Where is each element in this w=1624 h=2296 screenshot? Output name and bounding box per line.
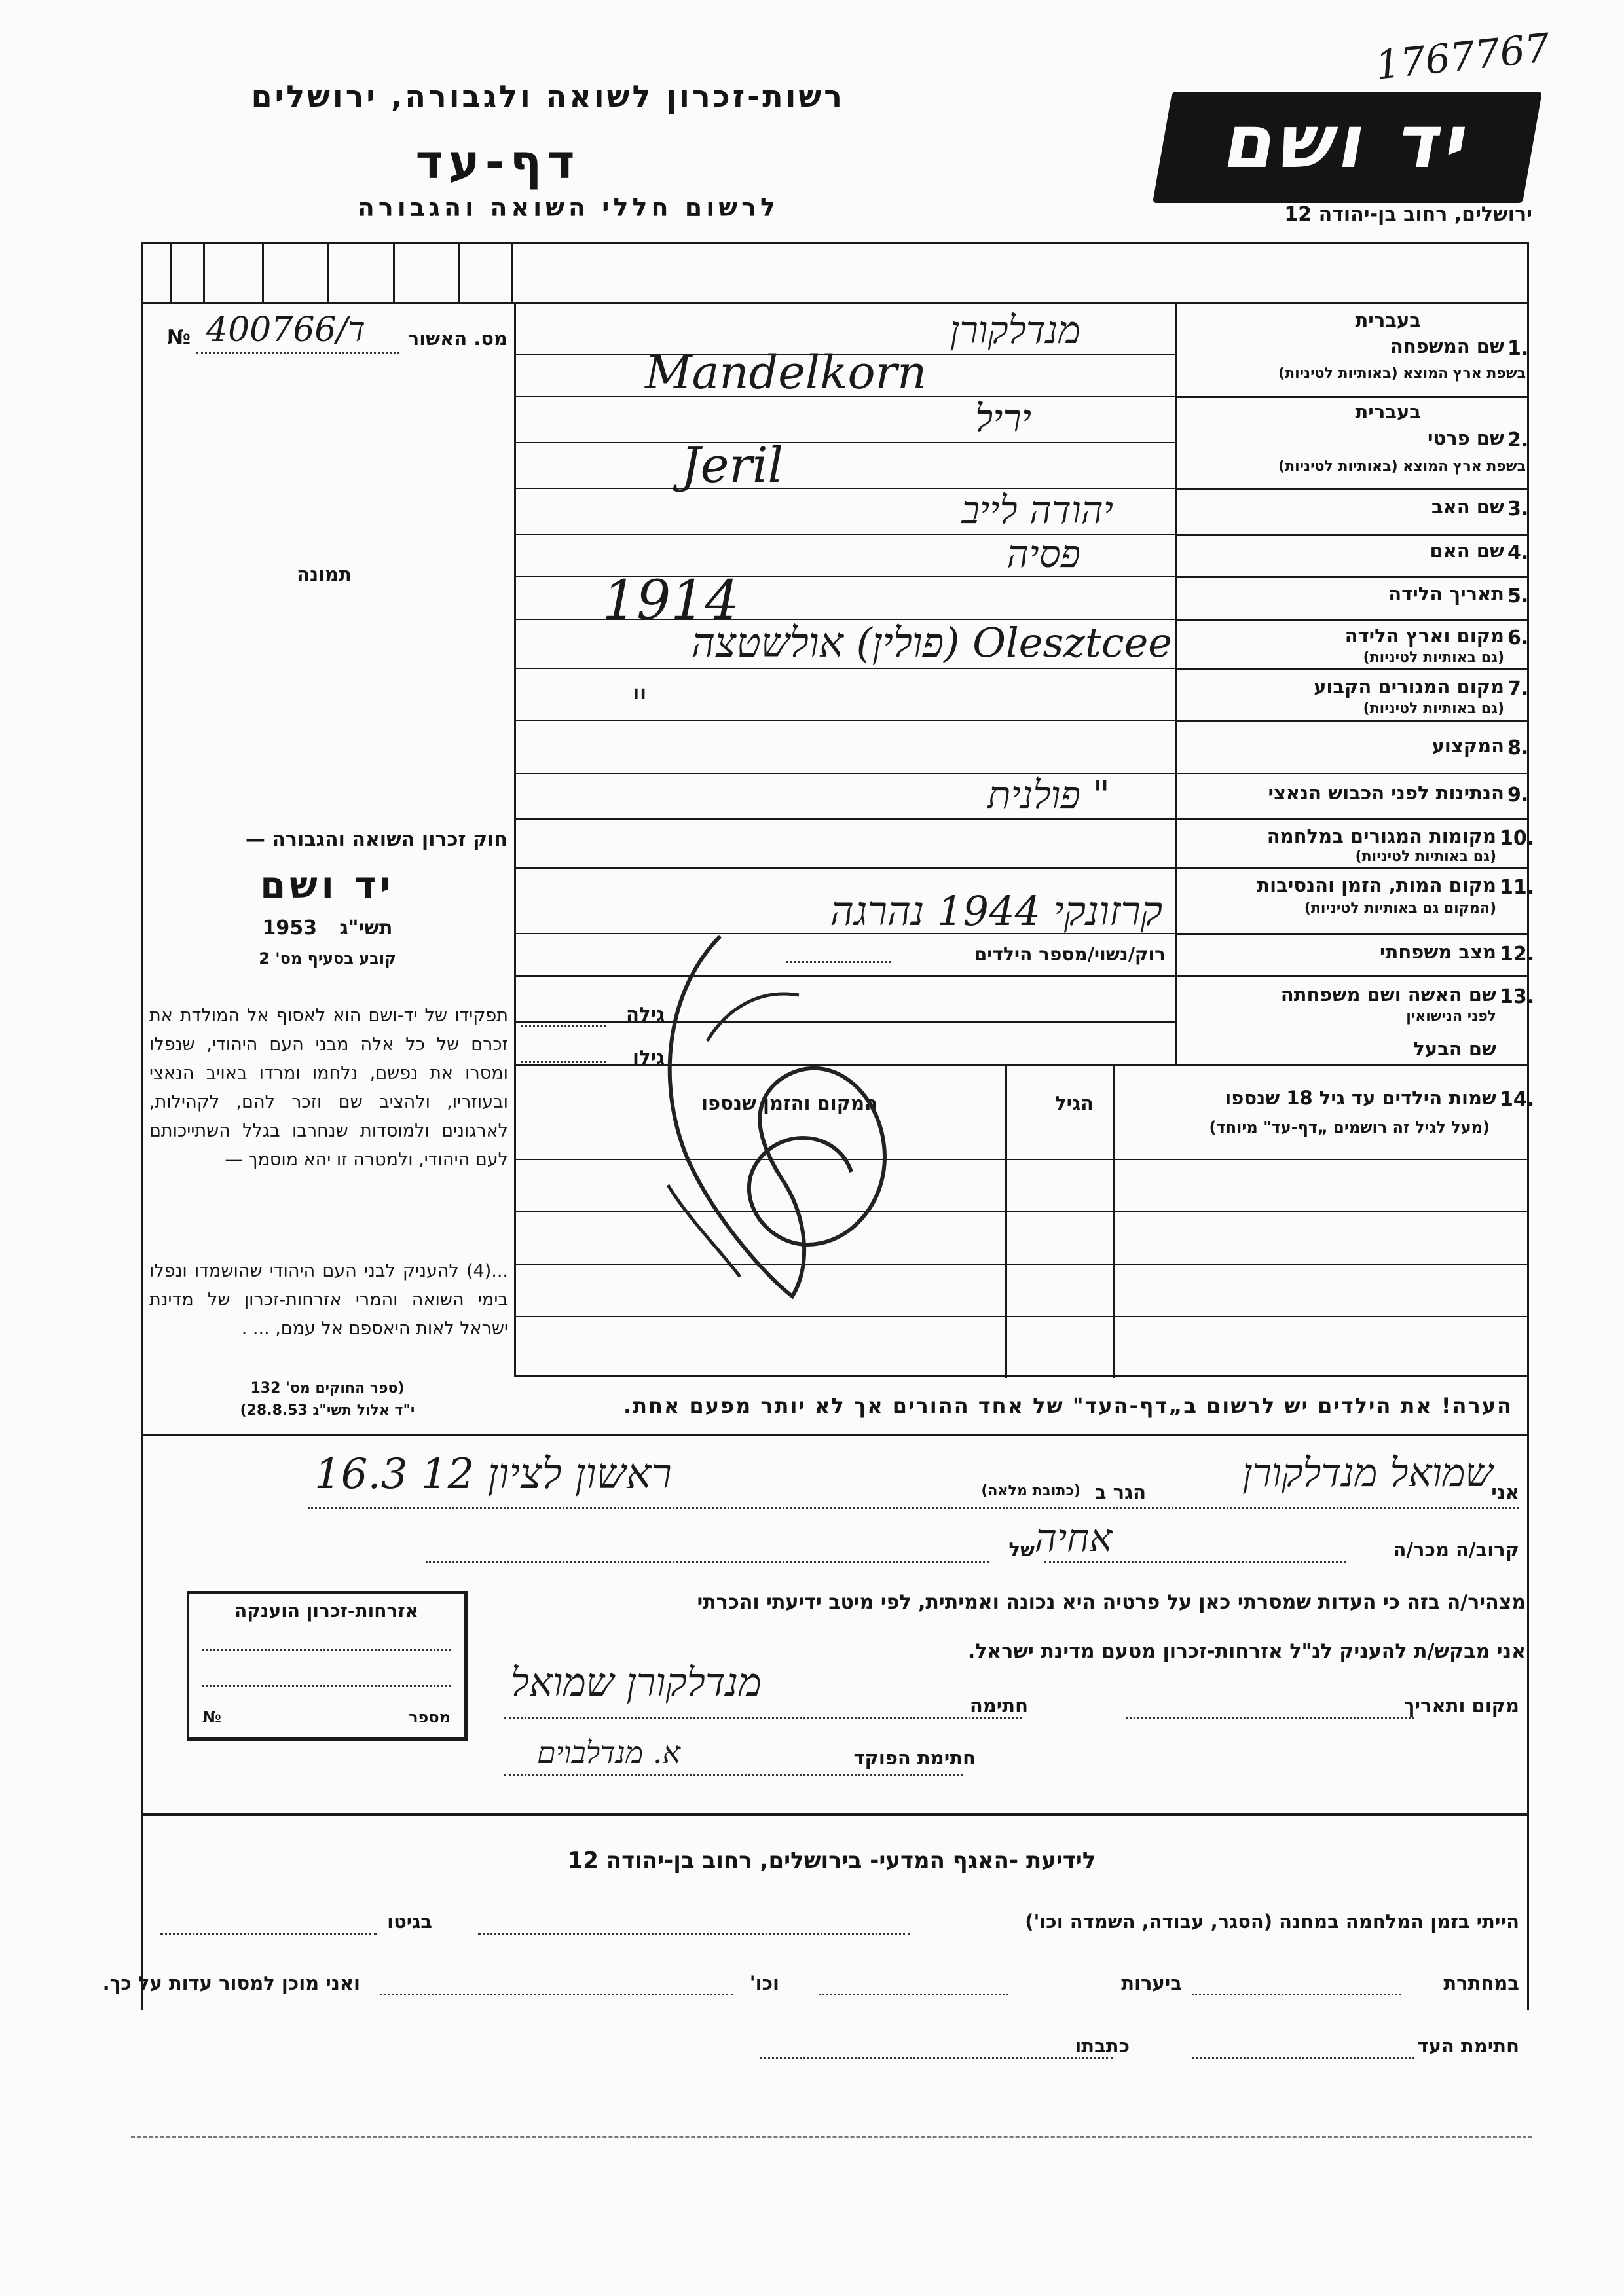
lives-label: הגר ב	[1094, 1481, 1146, 1503]
cancellation-scribble	[629, 910, 930, 1316]
of-label: של	[1008, 1539, 1035, 1561]
field-1-number: 1.	[1507, 337, 1529, 360]
strip-divider	[393, 242, 395, 302]
col-age-header: הגיל	[1055, 1092, 1094, 1114]
citizenship-box	[187, 1591, 468, 1741]
bottom-title: לידיעת -האגף המדעי- בירושלים, רחוב בן-יהודה 12	[567, 1848, 1096, 1874]
field-10-label: מקומות המגורים במלחמה	[1266, 825, 1496, 847]
note-bottom	[141, 1434, 1529, 1436]
receipt-label: מס. האשור	[407, 327, 507, 350]
of-line	[426, 1561, 989, 1563]
etc-line	[380, 1994, 733, 1995]
field-2-sub: בשפת ארץ המוצא (באותיות לטיניות)	[1278, 458, 1526, 475]
field-7-number: 7.	[1507, 678, 1529, 701]
row-line	[1175, 867, 1529, 869]
citizenship-number-symbol: №	[202, 1708, 221, 1726]
form-title: דף-עד	[415, 134, 580, 189]
relation-line	[1044, 1561, 1346, 1563]
value-line	[514, 442, 1175, 443]
row-line	[1175, 720, 1529, 722]
field-3-label: שם האב	[1431, 496, 1504, 518]
declaration-statement: מצהיר/ה בזה כי העדות שמסרתי כאן על פרטיה היא נכונה ואמיתית, לפי מיטב ידיעתי והכרתי	[697, 1591, 1526, 1614]
relation-value: אחיה	[1035, 1516, 1113, 1560]
willing-label: ואני מוכן למסור עדות על כך.	[102, 1972, 360, 1994]
husband-age-line	[521, 1061, 606, 1063]
cut-line	[131, 2136, 1532, 2138]
mother-name: פסיה	[1006, 532, 1080, 576]
law-clause: קובע בסעיף מס' 2	[259, 949, 396, 968]
father-name: יהודה לייב	[961, 488, 1113, 532]
field-9-number: 9.	[1507, 784, 1529, 807]
address-hint: (כתובת מלאה)	[981, 1483, 1080, 1499]
law-year-number: 1953	[262, 917, 317, 939]
row-line	[1175, 396, 1529, 398]
signature-label: חתימה	[969, 1694, 1028, 1717]
field-6-sub: (גם באותיות לטיניות)	[1363, 649, 1504, 666]
residence: "	[631, 681, 648, 725]
value-line	[514, 867, 1175, 869]
frame-top	[141, 242, 1529, 244]
citizenship-number-label: מספר	[409, 1708, 451, 1726]
table-col	[1113, 1064, 1115, 1378]
forests-line	[819, 1994, 1008, 1995]
citizenship-line	[202, 1685, 451, 1687]
logo-text: יד ושם	[1217, 100, 1479, 185]
field-9-label: הנתינות לפני הכבוש הנאצי	[1268, 782, 1504, 804]
strip-divider	[458, 242, 460, 302]
yad-vashem-logo	[1153, 92, 1542, 203]
law-paragraph-2: ...(4) להעניק לבני העם היהודי שהושמדו ונפלו בימי השואה והמרי אזרחות-זכרון של מדינת ישראל לאות היאספם אל עמם, ... .	[149, 1261, 508, 1339]
husband-age-label: גילו	[633, 1046, 665, 1068]
photo-label: תמונה	[297, 563, 352, 585]
clerk-line	[504, 1774, 963, 1776]
underground-line	[1192, 1994, 1401, 1995]
birth-date: 1914	[602, 570, 739, 632]
field-14-label: שמות הילדים עד גיל 18 שנספו	[1225, 1087, 1496, 1109]
forests-label: ביערות	[1121, 1972, 1182, 1994]
camp-label: הייתי בזמן המלחמה במחנה (הסגר, עבודה, השמדה וכו')	[1025, 1910, 1519, 1933]
relation-label: קרוב/ה מכר/ה	[1393, 1539, 1519, 1561]
table-row	[514, 1316, 1529, 1317]
clerk-signature: א. מנדלבוים	[537, 1735, 681, 1770]
field-2-heb-tag: בעברית	[1355, 401, 1421, 423]
strip-divider	[511, 242, 513, 302]
label-column-border	[1175, 302, 1177, 1065]
citizenship-line	[202, 1649, 451, 1651]
address-line	[308, 1507, 1519, 1509]
field-5-label: תאריך הלידה	[1388, 583, 1504, 605]
row-line	[1175, 668, 1529, 670]
first-name-latin: Jeril	[681, 437, 784, 494]
law-name: יד ושם	[260, 864, 395, 907]
receipt-field	[167, 310, 507, 354]
field-7-sub: (גם באותיות לטיניות)	[1363, 701, 1504, 717]
note: הערה! את הילדים יש לרשום ב„דף-העד" של אחד ההורים אך לא יותר מפעם אחת.	[623, 1393, 1513, 1418]
place-date-line	[1126, 1717, 1414, 1719]
death-place: קרזונקי 1944 נהרגה	[830, 887, 1162, 935]
field-3-number: 3.	[1507, 498, 1529, 520]
nationality: " פולנית	[987, 773, 1110, 817]
value-line	[514, 668, 1175, 669]
law-year-hebrew: תשי"ג	[339, 917, 393, 939]
archive-number: 1767767	[1373, 25, 1553, 89]
field-12-label: מצב משפחתי	[1379, 941, 1496, 963]
declarant-signature: מנדלקורן שמואל	[511, 1660, 762, 1705]
left-column-border	[514, 302, 516, 1376]
row-line	[1175, 619, 1529, 621]
strip-divider	[262, 242, 264, 302]
field-4-number: 4.	[1507, 541, 1529, 564]
law-paragraph: תפקידו של יד-ושם הוא לאסוף אל המולדת את זכרם של כל אלה מבני העם היהודי, שנפלו ומסרו את נפשם, נלחמו ומרדו באויב הנאצי ובעוזריו, ולהציב שם וזכר להם, לקהילות, לארגונים ולמוסדות שנחרבו בגלל השתייכותם לעם היהודי, ולמטרה זו יהא מוסמך —	[149, 1006, 508, 1170]
row-line	[1175, 534, 1529, 536]
husband-label: שם הבעל	[1413, 1038, 1496, 1060]
strip-divider	[203, 242, 205, 302]
witness-signature-line	[1192, 2057, 1414, 2059]
field-10-number: 10.	[1500, 827, 1535, 850]
law-source: (ספר החוקים מס' 132	[250, 1380, 405, 1396]
value-line	[514, 720, 1175, 721]
frame-left	[141, 242, 143, 2010]
strip-divider	[170, 242, 172, 302]
declaration-i: אני	[1491, 1481, 1519, 1503]
etc-label: וכו'	[749, 1972, 779, 1994]
declarant-address: ראשון לציון 12 16.3	[314, 1450, 672, 1499]
row-line	[1175, 975, 1529, 977]
row-line	[1175, 933, 1529, 935]
row-line	[1175, 773, 1529, 774]
wife-age-line	[521, 1025, 606, 1027]
receipt-line	[196, 352, 399, 354]
law-title: חוק זכרון השואה והגבורה —	[245, 828, 507, 851]
field-6-label: מקום וארץ הלידה	[1344, 625, 1504, 647]
field-13-sub: לפני הנישואין	[1406, 1008, 1496, 1025]
signature-line	[504, 1717, 1022, 1719]
field-8-label: המקצוע	[1431, 735, 1504, 757]
authority-title: רשות-זכרון לשואה ולגבורה, ירושלים	[251, 79, 845, 114]
family-name-latin: Mandelkorn	[645, 346, 927, 399]
row-line	[1175, 488, 1529, 490]
camp-line	[478, 1933, 910, 1935]
ghetto-label: בגיטו	[387, 1910, 432, 1933]
field-4-label: שם האם	[1430, 539, 1504, 562]
field-11-label: מקום המות, הזמן והנסיבות	[1257, 874, 1496, 896]
table-col	[1005, 1064, 1007, 1378]
table-bottom	[514, 1375, 1529, 1377]
citizenship-title: אזרחות-זכרון הוענקה	[234, 1600, 418, 1622]
top-strip-bottom	[141, 302, 1529, 304]
declarant-name: שמואל מנדלקורן	[1242, 1450, 1493, 1496]
address: ירושלים, רחוב בן-יהודה 12	[1284, 203, 1532, 226]
bottom-section-top	[141, 1813, 1529, 1816]
form-subtitle: לרשום חללי השואה והגבורה	[357, 193, 779, 222]
field-5-number: 5.	[1507, 585, 1529, 608]
field-6-number: 6.	[1507, 627, 1529, 649]
underground-label: במחתרת	[1443, 1972, 1519, 1994]
field-13-number: 13.	[1500, 985, 1535, 1008]
field-2-number: 2.	[1507, 429, 1529, 452]
row-line	[1175, 576, 1529, 578]
row-line	[1175, 818, 1529, 820]
field-14-sub: (מעל לגיל זה רושמים „דף-עד" מיוחד)	[1209, 1118, 1490, 1137]
field-8-number: 8.	[1507, 737, 1529, 759]
declaration-request: אני מבקש/ת להעניק לנ"ל אזרחות-זכרון מטעם מדינת ישראל.	[967, 1640, 1526, 1663]
value-line	[514, 818, 1175, 820]
ghetto-line	[160, 1933, 377, 1935]
strip-divider	[327, 242, 329, 302]
field-11-number: 11.	[1500, 876, 1535, 899]
marital-status-label: רוק/נשוי/מספר הילדים	[974, 943, 1166, 965]
birth-place: Olesztcee (פולין) אולשטצה	[691, 619, 1172, 666]
witness-address-line	[760, 2057, 1113, 2059]
field-13-label: שם האשה ושם משפחתה	[1280, 983, 1496, 1006]
field-1-heb-tag: בעברית	[1355, 309, 1421, 331]
wife-age-label: גילה	[626, 1003, 665, 1025]
receipt-symbol: №	[167, 326, 191, 349]
receipt-value: 400766/ד	[206, 310, 365, 350]
field-1-sub: בשפת ארץ המוצא (באותיות לטיניות)	[1278, 365, 1526, 382]
field-2-label: שם פרטי	[1427, 427, 1504, 449]
first-name-hebrew: יריל	[974, 396, 1031, 441]
law-source-date: י"ד אלול תשי"ג 28.8.53)	[240, 1402, 415, 1419]
field-11-sub: (המקום גם באותיות לטיניות)	[1304, 900, 1496, 917]
field-14-number: 14.	[1500, 1088, 1535, 1111]
field-12-number: 12.	[1500, 943, 1535, 966]
field-10-sub: (גם באותיות לטיניות)	[1355, 848, 1496, 865]
family-name-hebrew: מנדלקורן	[950, 308, 1080, 352]
law-year	[147, 917, 507, 939]
place-date-label: מקום ותאריך	[1403, 1694, 1519, 1717]
witness-address-label: כתבתו	[1075, 2035, 1130, 2057]
witness-signature-label: חתימת העד	[1417, 2035, 1519, 2057]
clerk-label: חתימת הפוקד	[853, 1747, 976, 1769]
col-place-header: המקום והזמן שנספו	[701, 1092, 877, 1114]
field-7-label: מקום המגורים הקבוע	[1314, 676, 1504, 698]
field-1-label: שם המשפחה	[1390, 335, 1504, 357]
